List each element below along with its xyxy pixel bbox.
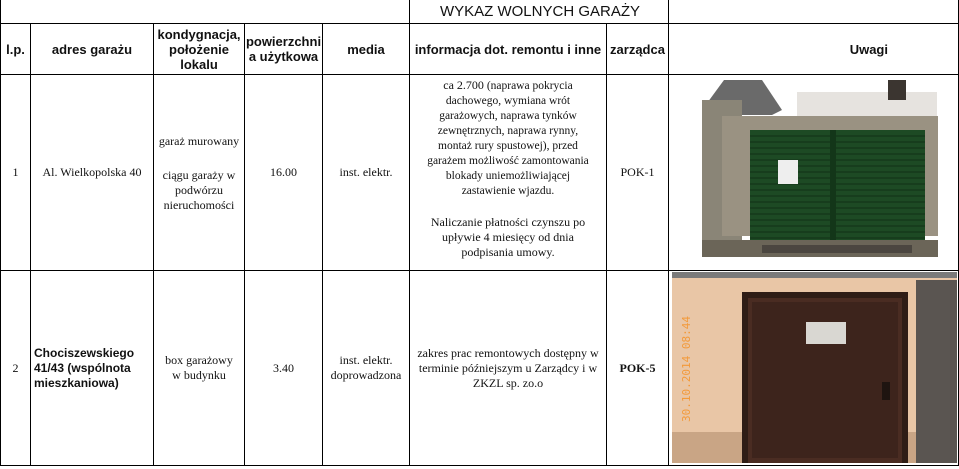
page-title: WYKAZ WOLNYCH GARAŻY <box>439 3 641 20</box>
row1-media: inst. elektr. <box>339 165 393 179</box>
row1-renovation-note: Naliczanie płatności czynszu po upływie 4 miesięcy od dnia podpisania umowy. <box>430 215 586 259</box>
row1-address: Al. Wielkopolska 40 <box>42 165 142 179</box>
header-media: media <box>347 41 385 57</box>
row2-media: inst. elektr. doprowadzona <box>330 353 402 382</box>
header-address: adres garażu <box>51 41 133 57</box>
row1-renovation-text: (naprawa pokrycia dachowego, wymiana wrót garażowych, naprawa tynków zewnętrznych, naprawa rynny, montaż rury spustowej), przed garażem możliwość zamontowania blokady uniemożliwiającej zastawienie wjazdu. <box>427 80 589 197</box>
row2-lp: 2 <box>12 360 19 375</box>
row1-floor <box>154 75 244 270</box>
green-garage-door-photo <box>702 80 938 257</box>
header-floor: kondygnacja, położenie lokalu <box>157 26 241 72</box>
row2-floor: box garażowy w budynku <box>165 353 233 382</box>
row1-manager: POK-1 <box>620 165 655 179</box>
header-area: powierzchni a użytkowa <box>245 34 322 64</box>
row2-address: Chociszewskiego 41/43 (wspólnota mieszkaniowa) <box>34 345 135 390</box>
row1-floor-location: ciągu garaży w podwórzu nieruchomości <box>162 167 236 212</box>
row1-area: 16.00 <box>270 165 297 179</box>
brown-metal-door-photo <box>672 272 957 463</box>
row2-manager: POK-5 <box>619 360 656 375</box>
header-notes: Uwagi <box>849 41 888 57</box>
row1-renovation-scope <box>410 78 606 199</box>
header-lp: l.p. <box>6 41 25 57</box>
row2-renovation: zakres prac remontowych dostępny w terminie późniejszym u Zarządcy i w ZKZL sp. zo.o <box>417 345 599 390</box>
header-renovation: informacja dot. remontu i inne <box>414 41 602 57</box>
row1-renovation <box>410 78 606 268</box>
photo-timestamp: 30.10.2014 08:44 <box>680 316 693 422</box>
row2-area: 3.40 <box>273 360 294 375</box>
grid-line <box>0 465 959 466</box>
row1-floor-type: garaż murowany <box>158 133 240 148</box>
header-manager: zarządca <box>610 41 665 57</box>
row1-renovation-cost: ca 2.700 <box>443 78 484 92</box>
row1-lp: 1 <box>12 165 19 179</box>
